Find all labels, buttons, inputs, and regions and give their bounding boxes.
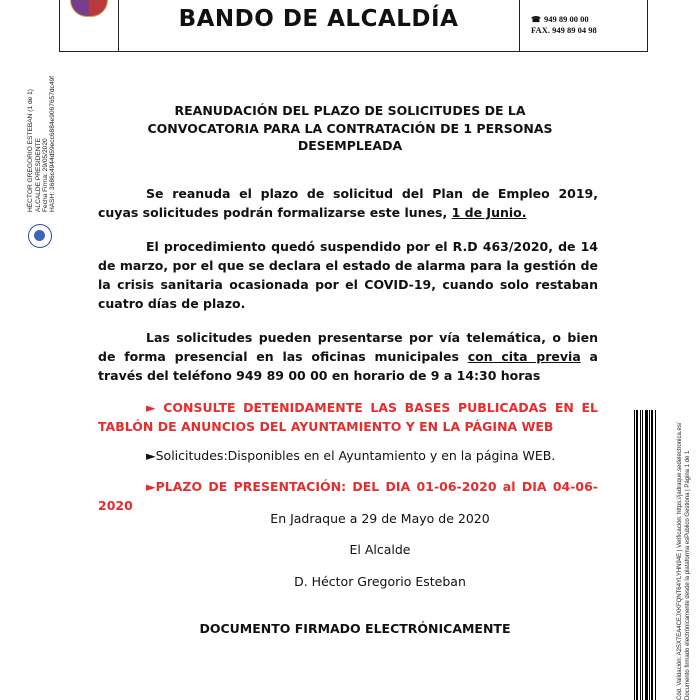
- document-title: BANDO DE ALCALDÍA: [178, 6, 459, 32]
- contact-info: [531, 14, 597, 36]
- seal-center: [34, 230, 45, 241]
- paragraph-3-underlined: con cita previa: [467, 349, 581, 364]
- paragraph-solicitudes: [98, 328, 598, 385]
- signer-name: D. Héctor Gregorio Esteban: [294, 574, 466, 589]
- signer-role: El Alcalde: [349, 542, 411, 557]
- heading-line-2: CONVOCATORIA PARA LA CONTRATACIÓN DE 1 PERSONAS: [147, 120, 553, 136]
- notice-bases: [98, 398, 598, 436]
- heading-line-1: REANUDACIÓN DEL PLAZO DE SOLICITUDES DE LA: [174, 103, 526, 118]
- heading-line-3: DESEMPLEADA: [297, 138, 403, 153]
- notice-bases-text: ► CONSULTE DETENIDAMENTE LAS BASES PUBLICADAS EN EL TABLÓN DE ANUNCIOS DEL AYUNTAMIENTO Y EN LA PÁGINA WEB: [98, 400, 598, 434]
- paragraph-3-before: Las solicitudes pueden presentarse por vía telemática, o bien de forma presencial en las oficinas municipales: [98, 330, 598, 364]
- signature-line-2: ALCALDE PRESIDENTE: [35, 137, 42, 212]
- paragraph-2-text: El procedimiento quedó suspendido por el R.D 463/2020, de 14 de marzo, por el que se declara el estado de alarma para la gestión de la crisis sanitaria ocasionada por el COVID-19, cuando solo restaban cuatro días de plazo.: [98, 239, 598, 311]
- paragraph-1-text: Se reanuda el plazo de solicitud del Plan de Empleo 2019, cuyas solicitudes podrán formalizarse este lunes,: [98, 186, 598, 220]
- paragraph-1-date: 1 de Junio.: [451, 205, 527, 220]
- barcode-bar: [634, 410, 635, 700]
- phone-number: 949 89 00 00: [543, 14, 589, 24]
- notice-solicitudes-text: ►Solicitudes:Disponibles en el Ayuntamiento y en la página WEB.: [146, 448, 556, 463]
- verification-line-1: Cód. Validación: A2SX7EA4CEJXKFQNT64YLYHN94E | Verificación: https://jadraque.sedelectronica.es/: [677, 422, 683, 700]
- signature-line-3: Fecha Firma: 29/05/2020: [42, 138, 49, 212]
- barcode-bar: [655, 410, 656, 700]
- barcode-bar: [645, 410, 648, 700]
- notice-heading: [140, 102, 560, 155]
- notice-solicitudes: [98, 446, 598, 465]
- paragraph-reanuda: [98, 184, 598, 222]
- notice-plazo-text: ►PLAZO DE PRESENTACIÓN: DEL DIA 01-06-2020 al DIA 04-06-2020: [98, 479, 598, 513]
- place-date: En Jadraque a 29 de Mayo de 2020: [270, 511, 490, 526]
- signature-line-1: HÉCTOR GREGORIO ESTEBAN (1 de 1): [27, 89, 34, 212]
- paragraph-procedimiento: [98, 237, 598, 313]
- fax-number: FAX. 949 89 04 98: [531, 25, 597, 35]
- letterhead-divider-right: [519, 0, 520, 52]
- barcode-bar: [649, 410, 650, 700]
- barcode-bar: [651, 410, 653, 700]
- barcode-bar: [640, 410, 641, 700]
- electronic-seal-icon: [28, 224, 52, 248]
- footer-electronic-signature: DOCUMENTO FIRMADO ELECTRÓNICAMENTE: [199, 621, 511, 636]
- paragraph-3-after: a través del teléfono 949 89 00 00 en horario de 9 a 14:30 horas: [98, 349, 598, 383]
- verification-line-2: Documento firmado electrónicamente desde la plataforma esPublico Gestiona | Página 1 de 1: [685, 450, 691, 700]
- barcode-bar: [642, 410, 643, 700]
- barcode-bar: [636, 410, 638, 700]
- phone-icon: ☎: [531, 15, 541, 24]
- signature-line-4: HASH: 3686c4944d59ecc6884e9067657dc49f: [49, 75, 56, 212]
